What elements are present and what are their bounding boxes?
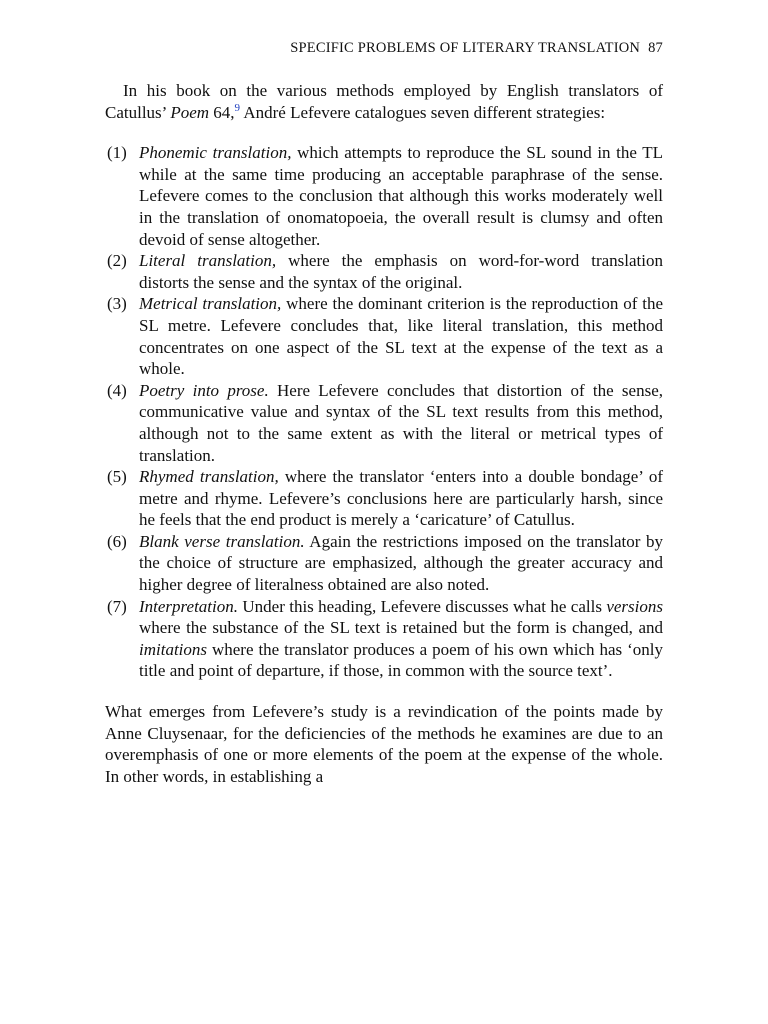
strategy-text: where the emphasis on word-for-word translation distorts the sense and the syntax of the original.	[139, 251, 663, 292]
strategy-text: Under this heading, Lefevere discusses what he calls	[242, 596, 602, 616]
strategy-term: Blank verse translation.	[139, 531, 305, 551]
list-item	[105, 531, 663, 596]
strategies-list	[105, 142, 663, 682]
list-item	[105, 466, 663, 531]
term-versions: versions	[606, 596, 664, 616]
footnote-ref-link[interactable]: 9	[234, 101, 241, 114]
strategy-text: which attempts to reproduce the SL sound in the TL while at the same time producing an acceptable paraphrase of the sense. Lefevere comes to the conclusion that although this works moderately well in the translation of onomatopoeia, the overall result is clumsy and often devoid of sense altogether.	[139, 143, 664, 249]
list-item	[105, 293, 663, 379]
list-item	[105, 250, 663, 293]
closing-paragraph: What emerges from Lefevere’s study is a revindication of the points made by Anne Cluysenaar, for the deficiencies of the methods he examines are due to an overemphasis of one or more elements of the poem at the expense of the whole. In other words, in establishing a	[105, 702, 663, 786]
running-head	[0, 40, 663, 57]
item-number: (2)	[107, 251, 127, 271]
poem-title: Poem	[170, 102, 210, 122]
strategy-term: Literal translation,	[139, 251, 277, 271]
strategy-term: Metrical translation,	[139, 294, 282, 314]
strategy-text: where the translator produces a poem of his own which has ‘only title and point of departure, if those, in common with the source text’.	[139, 639, 663, 681]
intro-paragraph	[105, 80, 663, 123]
item-number: (6)	[107, 531, 127, 551]
list-item	[105, 380, 663, 466]
item-number: (5)	[107, 467, 127, 487]
strategy-text: Here Lefevere concludes that distortion of the sense, communicative value and syntax of the SL text results from this method, although not to the same extent as with the literal or metrical types of translation.	[139, 380, 664, 465]
page-number: 87	[648, 40, 663, 56]
strategy-text: where the substance of the SL text is retained but the form is changed, and	[139, 618, 663, 638]
strategy-text: Again the restrictions imposed on the translator by the choice of structure are emphasized, although the greater accuracy and higher degree of literalness obtained are also noted.	[139, 531, 663, 595]
strategy-text: where the dominant criterion is the reproduction of the SL metre. Lefevere concludes that, like literal translation, this method concentrates on one aspect of the SL text at the expense of the text as a whole.	[139, 294, 663, 379]
running-head-title: SPECIFIC PROBLEMS OF LITERARY TRANSLATION	[290, 40, 641, 56]
intro-text-part1: In his book on the various methods employed by English translators of Catullus’	[105, 81, 663, 122]
term-imitations: imitations	[139, 639, 208, 659]
body-text	[105, 80, 663, 787]
strategy-term: Poetry into prose.	[139, 380, 269, 400]
list-item	[105, 142, 663, 250]
strategy-term: Interpretation.	[139, 596, 238, 616]
poem-number: 64,	[213, 102, 235, 122]
item-number: (7)	[107, 596, 127, 616]
strategy-term: Rhymed translation,	[139, 467, 279, 487]
item-number: (3)	[107, 294, 127, 314]
item-number: (1)	[107, 143, 127, 163]
strategy-term: Phonemic translation,	[139, 143, 292, 163]
strategy-text: where the translator ‘enters into a double bondage’ of metre and rhyme. Lefevere’s conclusions here are particularly harsh, since he feels that the end product is merely a ‘caricature’ of Catullus.	[139, 467, 663, 530]
list-item	[105, 596, 663, 682]
item-number: (4)	[107, 380, 127, 400]
intro-text-part2: André Lefevere catalogues seven different strategies:	[243, 102, 606, 122]
